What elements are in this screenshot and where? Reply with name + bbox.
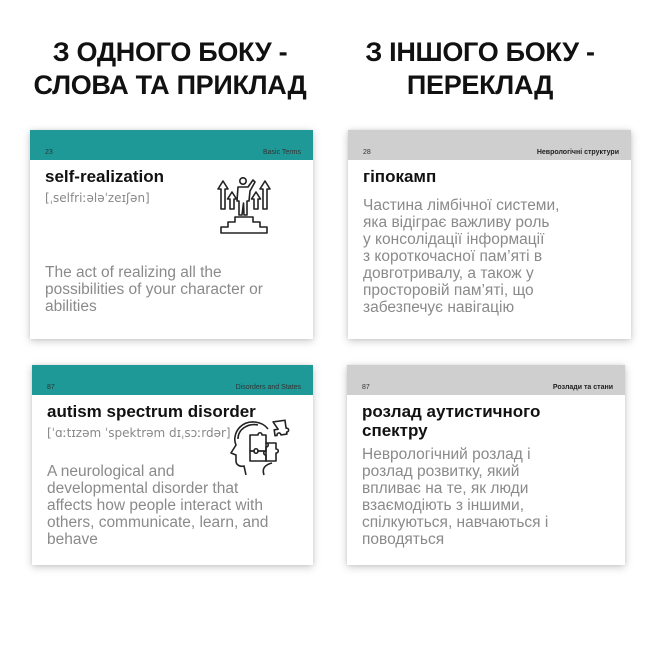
- definition-line: others, communicate, learn, and: [47, 514, 269, 531]
- card-phonetic: [ˈɑːtɪzəm ˈspektrəm dɪˌsɔːrdər]: [47, 426, 231, 440]
- card-term: гіпокамп: [363, 167, 437, 186]
- flashcard-front-autism-spectrum-disorder: [32, 365, 313, 565]
- flashcard-back-hippocampus: [348, 130, 631, 339]
- heading-front-side: [20, 36, 320, 102]
- card-category: Розлади та стани: [552, 384, 613, 391]
- card-header: [348, 130, 631, 160]
- heading-line: З ІНШОГО БОКУ -: [365, 37, 595, 67]
- heading-line: ПЕРЕКЛАД: [406, 70, 554, 100]
- definition-line: behave: [47, 531, 98, 548]
- person-on-podium-arrows-icon: [215, 175, 273, 237]
- definition-line: у консолідації інформації: [363, 231, 545, 248]
- card-header: [30, 130, 313, 160]
- definition-line: Неврологічний розлад і: [362, 446, 531, 463]
- card-term: autism spectrum disorder: [47, 402, 256, 421]
- definition-line: розлад розвитку, який: [362, 463, 520, 480]
- definition-line: possibilities of your character or: [45, 281, 263, 298]
- term-line: розлад аутистичного: [362, 402, 541, 421]
- card-definition: [362, 446, 548, 548]
- flashcard-back-autism-spectrum-disorder: [347, 365, 625, 565]
- definition-line: довготривалу, а також у: [363, 265, 534, 282]
- card-category: Disorders and States: [235, 384, 301, 391]
- card-definition: [363, 197, 559, 316]
- definition-line: A neurological and: [47, 463, 175, 480]
- card-header: [347, 365, 625, 395]
- card-number: 87: [47, 384, 55, 391]
- heading-line: СЛОВА ТА ПРИКЛАД: [33, 70, 307, 100]
- card-category: Неврологічні структури: [536, 149, 619, 156]
- card-number: 23: [45, 149, 53, 156]
- definition-line: The act of realizing all the: [45, 264, 222, 281]
- card-phonetic: [ˌselfriːələˈzeɪʃən]: [45, 191, 150, 205]
- heading-back-side: [335, 36, 625, 102]
- definition-line: впливає на те, як люди: [362, 480, 529, 497]
- heading-line: З ОДНОГО БОКУ -: [52, 37, 288, 67]
- card-number: 87: [362, 384, 370, 391]
- card-category: Basic Terms: [263, 149, 301, 156]
- definition-line: Частина лімбічної системи,: [363, 197, 560, 214]
- definition-line: спілкуються, навчаються і: [362, 514, 549, 531]
- definition-line: взаємодіють з іншими,: [362, 497, 525, 514]
- definition-line: developmental disorder that: [47, 480, 239, 497]
- card-header: [32, 365, 313, 395]
- card-definition: [47, 463, 268, 548]
- flashcard-front-self-realization: [30, 130, 313, 339]
- definition-line: з короткочасної пам’яті в: [363, 248, 543, 265]
- definition-line: забезпечує навігацію: [363, 299, 515, 316]
- definition-line: яка відіграє важливу роль: [363, 214, 550, 231]
- definition-line: просторовій пам’яті, що: [363, 282, 534, 299]
- card-term: [362, 402, 540, 440]
- card-number: 28: [363, 149, 371, 156]
- card-term: self-realization: [45, 167, 165, 186]
- definition-line: поводяться: [362, 531, 445, 548]
- definition-line: affects how people interact with: [47, 497, 263, 514]
- term-line: спектру: [362, 421, 428, 440]
- card-definition: [45, 264, 263, 315]
- definition-line: abilities: [45, 298, 97, 315]
